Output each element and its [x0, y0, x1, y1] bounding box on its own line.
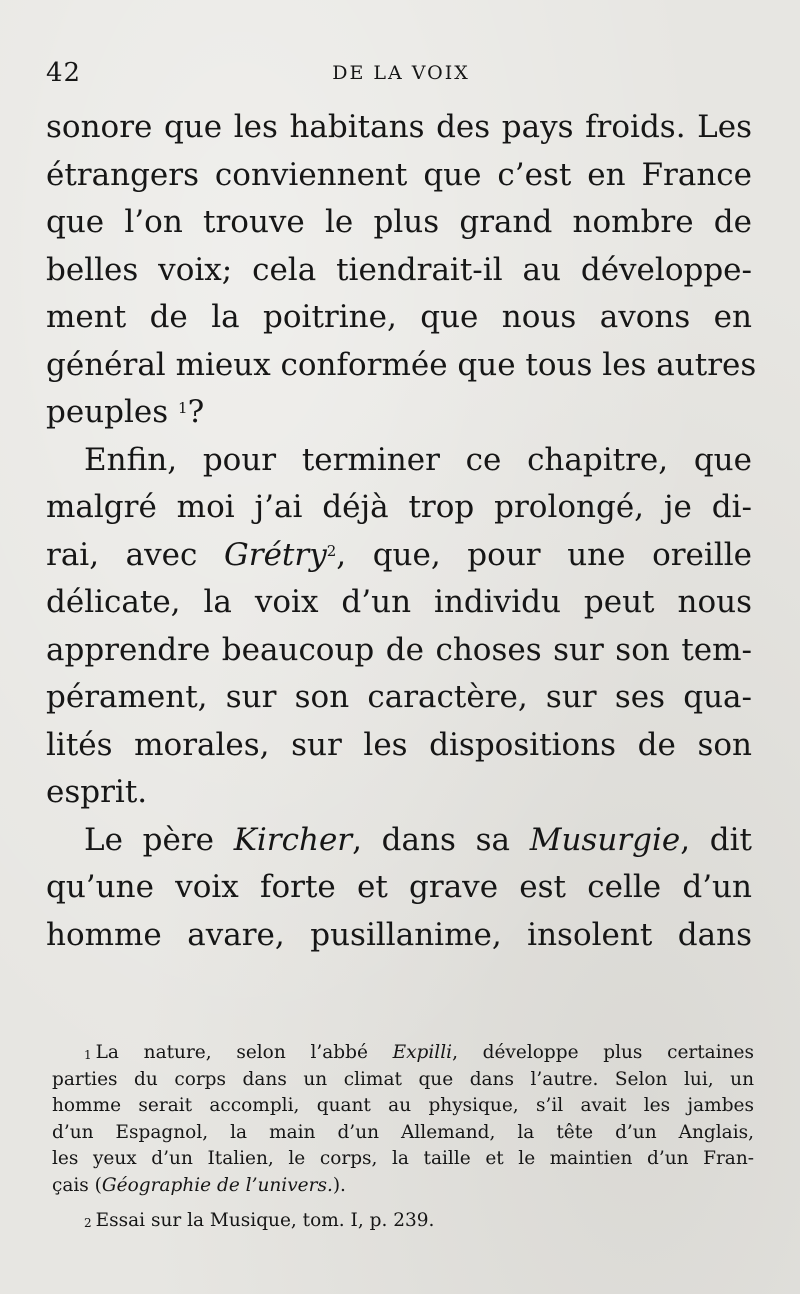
author-name: Grétry — [223, 536, 327, 573]
footnote-line: homme serait accompli, quant au physique, s’il avait les jambes — [52, 1095, 754, 1117]
paragraph-line: apprendre beaucoup de choses sur son tem- — [46, 631, 752, 668]
footnote-line: d’un Espagnol, la main d’un Allemand, la tête d’un Anglais, — [52, 1121, 754, 1143]
footnote-mark: 2 — [84, 1215, 92, 1230]
paragraph-line: malgré moi j’ai déjà trop prolongé, je di- — [46, 489, 752, 525]
paragraph-line: que l’on trouve le plus grand nombre de — [46, 204, 752, 240]
footnote-line — [52, 1173, 754, 1200]
paragraph-line: belles voix; cela tiendrait-il au développe- — [46, 251, 752, 288]
work-title: Musurgie — [529, 821, 681, 858]
paragraph-line: délicate, la voix d’un individu peut nous — [46, 584, 752, 620]
footnote-mark: 1 — [84, 1048, 92, 1062]
text-run: , que, pour une oreille — [336, 536, 752, 573]
footnote-line: parties du corps dans un climat que dans l’autre. Selon lui, un — [52, 1068, 754, 1090]
paragraph-line: pérament, sur son caractère, sur ses qua- — [46, 679, 752, 715]
paragraph-line: esprit. — [46, 774, 148, 810]
body-text — [46, 104, 757, 959]
author-name: Expilli — [392, 1042, 453, 1063]
paragraph-line: Enfin, pour terminer ce chapitre, que — [84, 441, 752, 478]
text-run: ? — [187, 394, 205, 430]
paragraph-line: sonore que les habitans des pays froids. Les — [46, 109, 752, 145]
running-title: DE LA VOIX — [332, 62, 470, 84]
paragraph-line — [46, 532, 752, 580]
footnote-line: les yeux d’un Italien, le corps, la taille et le maintien d’un Fran- — [52, 1148, 754, 1170]
text-run: , développe plus certaines — [452, 1042, 754, 1063]
text-run: , dit — [680, 821, 752, 858]
paragraph-line: homme avare, pusillanime, insolent dans — [46, 916, 752, 953]
work-title: Géographie de l’univers. — [101, 1174, 333, 1196]
footnote-ref: 1 — [178, 399, 188, 417]
author-name: Kircher — [233, 821, 353, 858]
footnote-line — [52, 1040, 754, 1067]
text-run: , dans sa — [352, 821, 510, 858]
paragraph-line: ment de la poitrine, que nous avons en — [46, 299, 752, 335]
text-run: peuples — [46, 394, 169, 430]
text-run: La nature, selon l’abbé — [95, 1042, 368, 1063]
footnotes — [52, 1040, 754, 1234]
text-run: rai, avec — [46, 536, 198, 573]
paragraph-line — [46, 389, 752, 437]
paragraph-line: qu’une voix forte et grave est celle d’un — [46, 869, 752, 905]
paragraph-line: général mieux conformée que tous les autres — [46, 346, 757, 383]
running-head — [46, 58, 756, 88]
text-run: çais ( — [52, 1174, 102, 1196]
paragraph-line: lités morales, sur les dispositions de son — [46, 726, 752, 763]
paragraph-line — [46, 817, 752, 865]
text-run: ). — [332, 1174, 346, 1196]
text-run: Le père — [84, 821, 214, 858]
paragraph-line: étrangers conviennent que c’est en France — [46, 156, 752, 193]
page-number: 42 — [46, 58, 82, 88]
footnote-line — [52, 1208, 754, 1235]
footnote-ref: 2 — [326, 541, 337, 560]
text-run: Essai sur la Musique, tom. I, p. 239. — [95, 1209, 435, 1231]
